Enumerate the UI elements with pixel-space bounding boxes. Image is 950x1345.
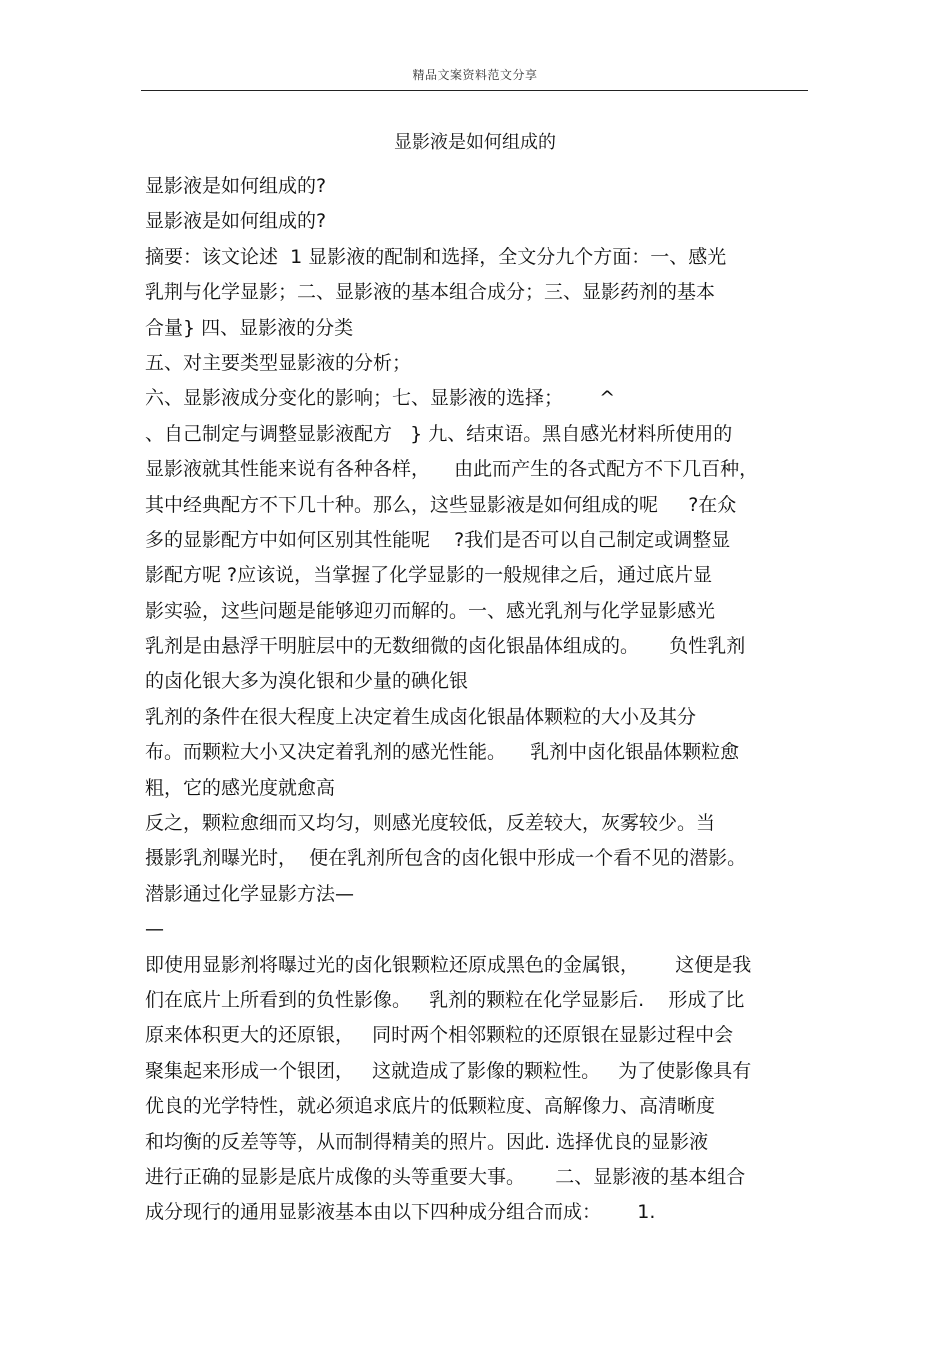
body-line: 反之，颗粒愈细而又均匀，则感光度较低，反差较大，灰雾较少。当 [145,812,716,835]
body-line: 影配方呢 ?应该说，当掌握了化学显影的一般规律之后，通过底片显 [145,564,713,587]
body-line: 布。而颗粒大小又决定着乳剂的感光性能。 乳剂中卤化银晶体颗粒愈 [145,741,740,764]
body-line: 多的显影配方中如何区别其性能呢 ?我们是否可以自己制定或调整显 [145,528,731,551]
body-line: 乳剂的条件在很大程度上决定着生成卤化银晶体颗粒的大小及其分 [145,705,697,728]
body-line: 优良的光学特性，就必须追求底片的低颗粒度、高解像力、高清晰度 [145,1095,716,1118]
body-line: 显影液是如何组成的? [145,175,327,197]
body-line: 摄影乳剂曝光时， 便在乳剂所包含的卤化银中形成一个看不见的潜影。 [145,847,747,870]
body-line: 和均衡的反差等等，从而制得精美的照片。因此. 选择优良的显影液 [145,1130,709,1153]
document-title: 显影液是如何组成的 [394,132,556,153]
body-line: 五、对主要类型显影液的分析； [145,351,412,374]
body-line: 显影液就其性能来说有各种各样， 由此而产生的各式配方不下几百种， [145,458,759,481]
body-line: 即使用显影剂将曝过光的卤化银颗粒还原成黑色的金属银， 这便是我 [145,953,752,976]
body-line: 潜影通过化学显影方法— [145,882,355,905]
body-line: 们在底片上所看到的负性影像。 乳剂的颗粒在化学显影后. 形成了比 [145,988,745,1011]
body-line: 摘要：该文论述 1 显影液的配制和选择，全文分九个方面：一、感光 [145,245,727,268]
body-line: 成分现行的通用显影液基本由以下四种成分组合而成： 1. [145,1201,656,1224]
page-header: 精品文案资料范文分享 [412,68,538,82]
body-line: 合量} 四、显影液的分类 [145,316,354,339]
body-line: 显影液是如何组成的? [145,210,327,233]
body-line: 乳剂是由悬浮干明脏层中的无数细微的卤化银晶体组成的。 负性乳剂 [145,635,746,658]
header-divider [141,90,808,91]
body-line: 聚集起来形成一个银团， 这就造成了影像的颗粒性。 为了使影像具有 [145,1059,752,1082]
body-line: 影实验，这些问题是能够迎刃而解的。一、感光乳剂与化学显影感光 [145,599,716,622]
body-line: 进行正确的显影是底片成像的头等重要大事。 二、显影液的基本组合 [145,1165,746,1188]
body-line: 粗，它的感光度就愈高 [145,776,336,799]
body-line: 乳荆与化学显影；二、显影液的基本组合成分；三、显影药剂的基本 [145,281,716,304]
body-line: 原来体积更大的还原银， 同时两个相邻颗粒的还原银在显影过程中会 [145,1024,734,1047]
body-line: — [145,918,164,941]
document-body [145,169,825,1231]
body-line: 六、显影液成分变化的影响；七、显影液的选择； ^ [145,387,616,410]
body-line: 、自己制定与调整显影液配方 } 九、结束语。黑自感光材料所使用的 [145,422,733,445]
body-line: 其中经典配方不下几十种。那么，这些显影液是如何组成的呢 ?在众 [145,493,737,516]
body-line: 的卤化银大多为溴化银和少量的碘化银 [145,670,469,693]
